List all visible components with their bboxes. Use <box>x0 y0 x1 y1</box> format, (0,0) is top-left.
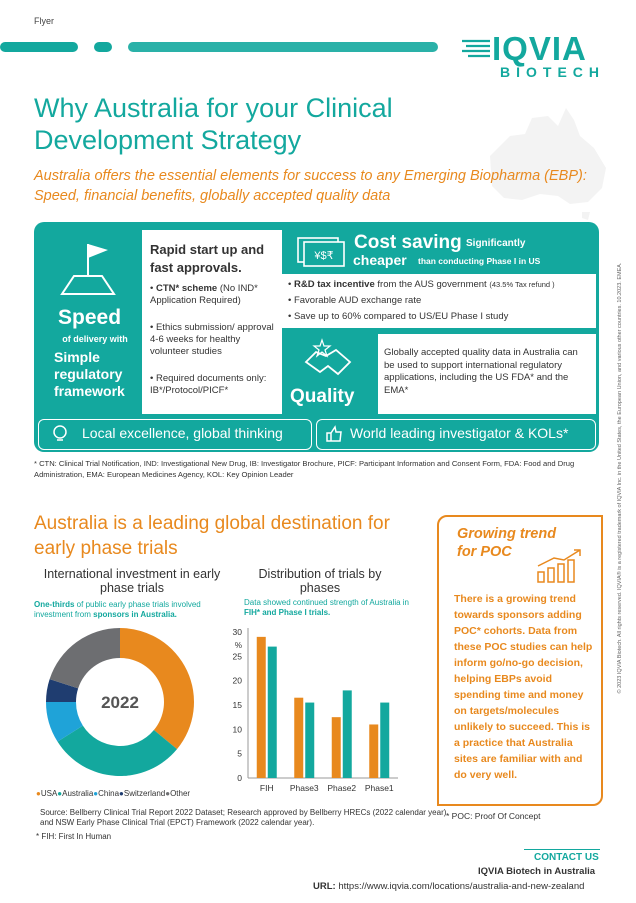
list-item: • Required documents only: IB*/Protocol/PICF* <box>150 373 267 396</box>
world-leading-text: World leading investigator & KOLs* <box>350 425 569 441</box>
donut-slice-other <box>50 628 120 688</box>
chart-title: International investment in early phase trials <box>43 567 221 595</box>
cost-heading: Cost saving <box>354 232 462 253</box>
y-tick-label: 0 <box>237 773 242 783</box>
cost-cheaper: cheaper <box>353 252 407 268</box>
poc-footnote: * POC: Proof Of Concept <box>446 811 541 821</box>
bar-2021-phase3 <box>305 703 314 778</box>
chart-title: Distribution of trials by phases <box>258 567 382 595</box>
list-item: • Favorable AUD exchange rate <box>288 295 422 306</box>
logo: IQVIA <box>492 30 587 67</box>
speed-heading: Speed <box>58 306 122 329</box>
growing-text: There is a growing trend towards sponsors adding POC* cohorts. Data from these POC studies can help inform go/no-go decision, helping EBPs avoid spending time and money on targets/molecules unlikely to succeed. This is a practice that Australia sites are familiar with and do very well. <box>454 593 593 781</box>
header-decor-bar <box>0 42 78 52</box>
local-excellence-text: Local excellence, global thinking <box>82 425 283 441</box>
donut-center-label: 2022 <box>101 693 139 712</box>
chart-subtitle: Data showed continued strength of Australia in FIH* and Phase I trials. <box>244 598 409 617</box>
bar-2022-phase1 <box>369 724 378 778</box>
handshake-icon <box>300 338 360 384</box>
list-item: • Ethics submission/ approval 4-6 weeks for healthy volunteer studies <box>150 322 274 357</box>
abbreviations-footnote: * CTN: Clinical Trial Notification, IND: Investigational New Drug, IB: Investigator Brochure, PICF: Participant Information and Consent Form, FDA: Food and Drug Administration, EMA: European Medicines Agency, KOL: Key Opinion Leader <box>34 459 575 479</box>
list-item: • CTN* scheme (No IND* Application Required) <box>150 283 258 306</box>
donut-slice-usa <box>120 628 194 749</box>
x-tick-label: FIH <box>259 783 274 793</box>
speed-subheading: of delivery with <box>62 334 128 344</box>
growth-chart-icon <box>534 546 586 586</box>
bar-2022-fih <box>257 637 266 778</box>
growing-title: Growing trend for POC <box>457 526 557 560</box>
doc-type-label: Flyer <box>34 16 54 26</box>
quality-text: Globally accepted quality data in Australia can be used to support international regulatory applications, including the US FDA* and the EMA* <box>384 347 578 396</box>
contact-url[interactable]: URL: https://www.iqvia.com/locations/australia-and-new-zealand <box>313 881 585 892</box>
legend-item: ●Switzerland <box>119 789 166 798</box>
bar-2021-phase1 <box>380 703 389 778</box>
list-item: • Save up to 60% compared to US/EU Phase I study <box>288 311 509 322</box>
section-title: Australia is a leading global destination for early phase trials <box>34 513 390 559</box>
chart-subtitle: One-thirds of public early phase trials involved investment from sponsors in Australia. <box>34 600 201 619</box>
donut-legend <box>36 789 190 798</box>
bar-2021-fih <box>268 647 277 778</box>
flag-icon <box>60 240 120 296</box>
header-decor-bar <box>128 42 438 52</box>
y-axis-unit: % <box>234 641 242 650</box>
page-title: Why Australia for your Clinical Development Strategy <box>34 93 393 155</box>
y-tick-label: 5 <box>237 748 242 759</box>
legend-item: ●Australia <box>57 789 94 798</box>
svg-text:¥$₹: ¥$₹ <box>314 250 334 262</box>
y-tick-label: 10 <box>232 724 242 735</box>
legal-notice: © 2023 IQVIA Biotech. All rights reserved. IQVIA® is a registered trademark of IQVIA Inc. in the United States, the European Union, and various other countries. 10.2023. EMEA. <box>617 262 623 694</box>
cost-comparison: than conducting Phase I in US <box>418 256 541 266</box>
fih-footnote: * FIH: First In Human <box>36 832 112 841</box>
bar-2021-phase2 <box>343 690 352 778</box>
currency-icon <box>296 234 346 268</box>
lightbulb-icon <box>50 424 70 444</box>
investment-donut-chart <box>44 626 196 778</box>
bar-2022-phase2 <box>332 717 341 778</box>
legend-item: ●USA <box>36 789 58 798</box>
x-tick-label: Phase1 <box>364 783 394 793</box>
source-note: Source: Bellberry Clinical Trial Report 2022 Dataset; Research approved by Bellberry HRECs (2022 calendar year) and NSW Early Phase Clinical Trial (EPCT) Framework (2022 calendar year). <box>40 808 447 827</box>
bar-2022-phase3 <box>294 698 303 778</box>
list-item: • R&D tax incentive from the AUS government (43.5% Tax refund ) <box>288 279 555 290</box>
y-tick-label: 15 <box>232 700 242 710</box>
y-tick-label: 30 <box>232 627 242 637</box>
legend-item: ●Other <box>165 789 191 798</box>
y-tick-label: 20 <box>232 675 242 686</box>
contact-divider <box>524 849 600 850</box>
x-tick-label: Phase3 <box>289 783 319 793</box>
logo-lines-icon <box>460 38 492 60</box>
contact-label: CONTACT US <box>534 852 599 863</box>
logo-subtitle: BIOTECH <box>500 64 605 80</box>
phase-bar-chart <box>222 620 412 798</box>
thumbs-up-icon <box>324 424 344 444</box>
cost-significantly: Significantly <box>466 238 526 249</box>
legend-item: ●China <box>93 789 120 798</box>
x-tick-label: Phase2 <box>327 783 357 793</box>
contact-org: IQVIA Biotech in Australia <box>478 866 596 877</box>
y-tick-label: 25 <box>232 651 242 662</box>
rapid-title: Rapid start up and fast approvals. <box>150 242 265 275</box>
speed-description: Simple regulatory framework <box>54 349 125 399</box>
header-decor-bar <box>94 42 112 52</box>
quality-heading: Quality <box>290 386 355 407</box>
page-subtitle: Australia offers the essential elements for success to any Emerging Biopharma (EBP): Speed, financial benefits, globally accepted quality data <box>34 168 587 204</box>
